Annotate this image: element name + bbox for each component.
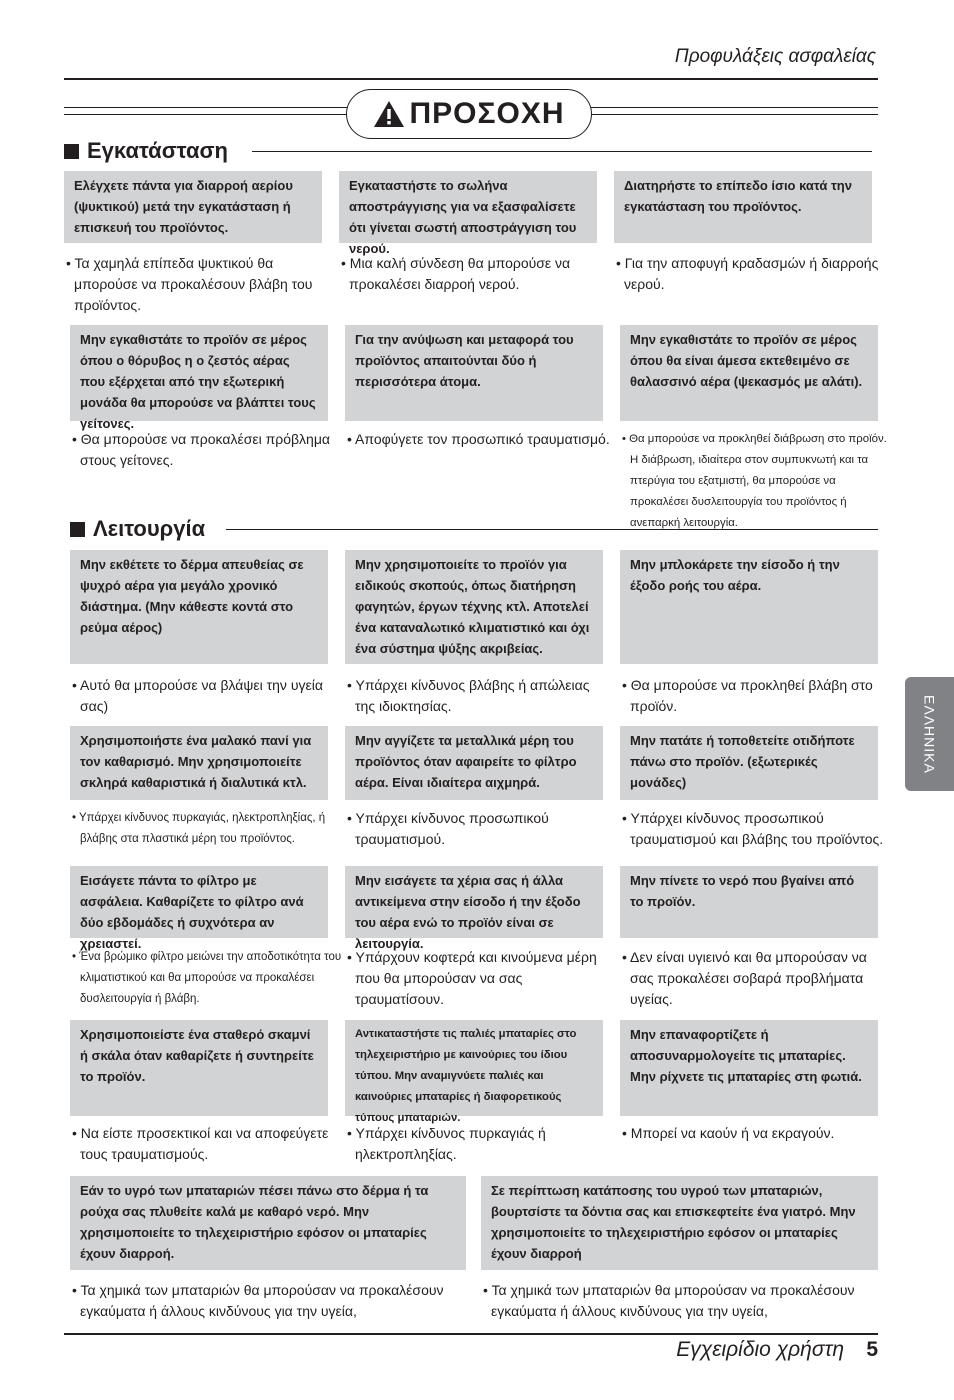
caution-box: Χρησιμοποιείστε ένα σταθερό σκαμνί ή σκάλα όταν καθαρίζετε ή συντηρείτε το προϊόν. bbox=[70, 1020, 328, 1116]
caution-rule-right bbox=[588, 107, 878, 115]
header-title: Προφυλάξεις ασφαλείας bbox=[674, 46, 876, 67]
caution-note: • Θα μπορούσε να προκληθεί διάβρωση στο προϊόν. Η διάβρωση, ιδιαίτερα στον συμπυκνωτή και τα πτερύγια του εξατμιστή, θα μπορούσε να προκαλέσει δυσλειτουργία του προϊόντος ή ανεπαρκή λειτουργία. bbox=[622, 433, 887, 529]
caution-box: Μην επαναφορτίζετε ή αποσυναρμολογείτε τις μπαταρίες. Μην ρίχνετε τις μπαταρίες στη φωτιά. bbox=[620, 1020, 878, 1116]
caution-note: • Τα χαμηλά επίπεδα ψυκτικού θα μπορούσε να προκαλέσουν βλάβη του προϊόντος. bbox=[66, 255, 313, 313]
section-square-icon bbox=[64, 144, 79, 159]
section-operation bbox=[70, 516, 205, 542]
caution-note: • Τα χημικά των μπαταριών θα μπορούσαν να προκαλέσουν εγκαύματα ή άλλους κινδύνους για την υγεία, bbox=[72, 1282, 444, 1319]
header-rule bbox=[64, 78, 878, 80]
caution-note: • Για την αποφυγή κραδασμών ή διαρροής νερού. bbox=[616, 255, 879, 292]
caution-box: Για την ανύψωση και μεταφορά του προϊόντος απαιτούνται δύο ή περισσότερα άτομα. bbox=[345, 325, 603, 421]
section-rule-operation bbox=[226, 529, 878, 530]
caution-note: • Αυτό θα μπορούσε να βλάψει την υγεία σας) bbox=[72, 677, 323, 714]
caution-note: • Υπάρχει κίνδυνος προσωπικού τραυματισμού και βλάβης του προϊόντος. bbox=[622, 810, 884, 847]
language-tab-label-wrap bbox=[905, 677, 954, 791]
caution-box: Μην εκθέτετε το δέρμα απευθείας σε ψυχρό αέρα για μεγάλο χρονικό διάστημα. (Μην κάθεστε κοντά στο ρεύμα αέρος) bbox=[70, 550, 328, 664]
caution-box: Μην πατάτε ή τοποθετείτε οτιδήποτε πάνω στο προϊόν. (εξωτερικές μονάδες) bbox=[620, 726, 878, 800]
caution-note: • Ένα βρώμικο φίλτρο μειώνει την αποδοτικότητα του κλιματιστικού και θα μπορούσε να προκαλέσει δυσλειτουργία ή βλάβη. bbox=[72, 951, 342, 1005]
caution-box: Μην εγκαθιστάτε το προϊόν σε μέρος όπου θα είναι άμεσα εκτεθειμένο σε θαλασσινό αέρα (ψεκασμός με αλάτι). bbox=[620, 325, 878, 421]
caution-note: • Υπάρχει κίνδυνος προσωπικού τραυματισμού. bbox=[347, 810, 549, 847]
caution-banner bbox=[346, 89, 592, 139]
caution-note: • Αποφύγετε τον προσωπικό τραυματισμό. bbox=[347, 431, 610, 447]
caution-box: Αντικαταστήστε τις παλιές μπαταρίες στο τηλεχειριστήριο με καινούριες του ίδιου τύπου. Μην αναμιγνύετε παλιές και καινούριες μπαταρίες ή διαφορετικούς τύπους μπαταριών. bbox=[345, 1020, 603, 1116]
caution-box: Μην εγκαθιστάτε το προϊόν σε μέρος όπου ο θόρυβος η ο ζεστός αέρας που εξέρχεται από την εξωτερική μονάδα θα μπορούσε να βλάπτει τους γείτονες. bbox=[70, 325, 328, 421]
caution-box: Μην μπλοκάρετε την είσοδο ή την έξοδο ροής του αέρα. bbox=[620, 550, 878, 664]
caution-note: • Τα χημικά των μπαταριών θα μπορούσαν να προκαλέσουν εγκαύματα ή άλλους κινδύνους για την υγεία, bbox=[483, 1282, 855, 1319]
caution-box: Εισάγετε πάντα το φίλτρο με ασφάλεια. Καθαρίζετε το φίλτρο ανά δύο εβδομάδες ή συχνότερα αν χρειαστεί. bbox=[70, 866, 328, 938]
caution-box: Διατηρήστε το επίπεδο ίσιο κατά την εγκατάσταση του προϊόντος. bbox=[614, 171, 872, 243]
caution-box: Εάν το υγρό των μπαταριών πέσει πάνω στο δέρμα ή τα ρούχα σας πλυθείτε καλά με καθαρό νερό. Μην χρησιμοποιείτε το τηλεχειριστήριο εφόσον οι μπαταρίες έχουν διαρροή. bbox=[70, 1176, 466, 1270]
section-title-operation: Λειτουργία bbox=[93, 516, 206, 541]
section-square-icon bbox=[70, 522, 85, 537]
caution-note: • Υπάρχει κίνδυνος πυρκαγιάς, ηλεκτροπληξίας, ή βλάβης στα πλαστικά μέρη του προϊόντος. bbox=[72, 812, 326, 845]
caution-note: • Να είστε προσεκτικοί και να αποφεύγετε τους τραυματισμούς. bbox=[72, 1125, 329, 1162]
caution-label: ΠΡΟΣΟΧΗ bbox=[409, 97, 565, 130]
caution-box: Σε περίπτωση κατάποσης του υγρού των μπαταριών, βουρτσίστε τα δόντια σας και επισκεφτείτε ένα γιατρό. Μην χρησιμοποιείτε το τηλεχειριστήριο εφόσον οι μπαταρίες έχουν διαρροή bbox=[481, 1176, 878, 1270]
caution-note: • Δεν είναι υγιεινό και θα μπορούσαν να σας προκαλέσει σοβαρά προβλήματα υγείας. bbox=[622, 949, 867, 1007]
caution-note: • Υπάρχει κίνδυνος βλάβης ή απώλειας της ιδιοκτησίας. bbox=[347, 677, 590, 714]
caution-note: • Υπάρχουν κοφτερά και κινούμενα μέρη που θα μπορούσαν να σας τραυματίσουν. bbox=[347, 949, 597, 1007]
warning-triangle-icon bbox=[373, 100, 405, 128]
caution-rule-left bbox=[64, 107, 348, 115]
caution-box: Μην αγγίζετε τα μεταλλικά μέρη του προϊόντος όταν αφαιρείτε το φίλτρο αέρα. Είναι ιδιαίτερα αιχμηρά. bbox=[345, 726, 603, 800]
section-title-installation: Εγκατάσταση bbox=[87, 138, 228, 163]
caution-box: Μην χρησιμοποιείτε το προϊόν για ειδικούς σκοπούς, όπως διατήρηση φαγητών, έργων τέχνης κτλ. Αποτελεί ένα καταναλωτικό κλιματιστικό και όχι ένα σύστημα ψύξης ακριβείας. bbox=[345, 550, 603, 664]
caution-box: Μην εισάγετε τα χέρια σας ή άλλα αντικείμενα στην είσοδο ή την έξοδο του αέρα ενώ το προϊόν είναι σε λειτουργία. bbox=[345, 866, 603, 938]
caution-box: Χρησιμοποιήστε ένα μαλακό πανί για τον καθαρισμό. Μην χρησιμοποιείτε σκληρά καθαριστικά ή διαλυτικά κτλ. bbox=[70, 726, 328, 800]
section-installation bbox=[64, 138, 228, 164]
page-number: 5 bbox=[866, 1338, 878, 1361]
caution-note: • Θα μπορούσε να προκληθεί βλάβη στο προϊόν. bbox=[622, 677, 873, 714]
caution-note: • Υπάρχει κίνδυνος πυρκαγιάς ή ηλεκτροπληξίας. bbox=[347, 1125, 546, 1162]
caution-note: • Μια καλή σύνδεση θα μπορούσε να προκαλέσει διαρροή νερού. bbox=[341, 255, 571, 292]
caution-note: • Μπορεί να καούν ή να εκραγούν. bbox=[622, 1125, 835, 1141]
section-rule-installation bbox=[252, 151, 872, 152]
caution-box: Εγκαταστήστε το σωλήνα αποστράγγισης για να εξασφαλίσετε ότι γίνεται σωστή αποστράγγιση του νερού. bbox=[339, 171, 597, 243]
footer-rule bbox=[64, 1333, 878, 1335]
language-tab-label: ΕΛΛΗΝΙΚΑ bbox=[921, 694, 938, 774]
caution-note: • Θα μπορούσε να προκαλέσει πρόβλημα στους γείτονες. bbox=[72, 431, 331, 468]
caution-box: Ελέγχετε πάντα για διαρροή αερίου (ψυκτικού) μετά την εγκατάσταση ή επισκευή του προϊόντος. bbox=[64, 171, 322, 243]
footer-title: Εγχειρίδιο χρήστη bbox=[676, 1338, 844, 1361]
caution-box: Μην πίνετε το νερό που βγαίνει από το προϊόν. bbox=[620, 866, 878, 938]
